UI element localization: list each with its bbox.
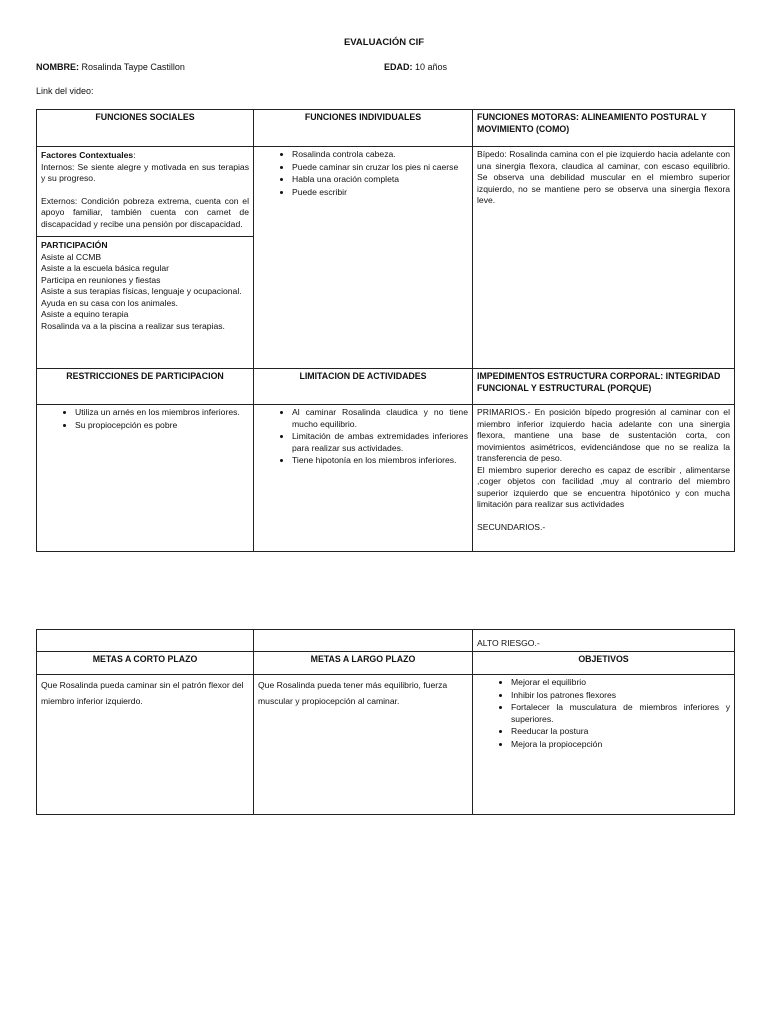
limitacion-list bbox=[270, 407, 468, 467]
header-funciones-sociales: FUNCIONES SOCIALES bbox=[37, 110, 254, 147]
cell-metas-corto: Que Rosalinda pueda caminar sin el patrón flexor del miembro inferior izquierdo. bbox=[37, 675, 254, 815]
cell-metas-largo: Que Rosalinda pueda tener más equilibrio, fuerza muscular y propiocepción al caminar. bbox=[254, 675, 473, 815]
header-objetivos: OBJETIVOS bbox=[473, 652, 735, 675]
internos-text: Internos: Se siente alegre y motivada en sus terapias y su progreso. bbox=[41, 161, 249, 183]
header-restricciones: RESTRICCIONES DE PARTICIPACION bbox=[37, 369, 254, 405]
list-item: • Habla una oración completa bbox=[292, 174, 468, 186]
goals-table bbox=[36, 629, 735, 815]
list-item: • Su propiocepción es pobre bbox=[75, 420, 249, 432]
document-title: EVALUACIÓN CIF bbox=[343, 37, 425, 48]
list-item: • Puede caminar sin cruzar los pies ni caerse bbox=[292, 162, 468, 174]
header-limitacion: LIMITACION DE ACTIVIDADES bbox=[254, 369, 473, 405]
empty-cell bbox=[254, 630, 473, 652]
list-item: • Al caminar Rosalinda claudica y no tiene mucho equilibrio. bbox=[292, 407, 468, 430]
goals-content-row bbox=[37, 675, 735, 815]
cell-funciones-individuales bbox=[254, 147, 473, 369]
restricciones-list bbox=[53, 407, 249, 431]
list-item: • Limitación de ambas extremidades inferiores para realizar sus actividades. bbox=[292, 431, 468, 454]
cell-restricciones bbox=[37, 405, 254, 552]
participacion-item: Asiste a la escuela básica regular bbox=[41, 263, 170, 273]
alto-riesgo-row bbox=[37, 630, 735, 652]
cell-objetivos bbox=[473, 675, 735, 815]
impedimentos-superior: El miembro superior derecho es capaz de escribir , alimentarse ,coger objetos con facilidad ,muy al contrario del miembro superior izquierdo que se encuentra hipotónico y con mucha limitación para realizar sus actividades bbox=[477, 464, 730, 509]
header-metas-largo: METAS A LARGO PLAZO bbox=[254, 652, 473, 675]
participacion-item: Asiste al CCMB bbox=[41, 251, 102, 262]
header-metas-corto: METAS A CORTO PLAZO bbox=[37, 652, 254, 675]
list-item: • Mejorar el equilibrio bbox=[511, 677, 730, 689]
list-item: • Mejora la propiocepción bbox=[511, 739, 730, 751]
externos-text: Externos: Condición pobreza extrema, cuenta con el apoyo familiar, también cuenta con carnet de discapacidad y recibe una pensión por discapacidad. bbox=[41, 195, 249, 229]
header-impedimentos: IMPEDIMENTOS ESTRUCTURA CORPORAL: INTEGRIDAD FUNCIONAL Y ESTRUCTURAL (PORQUE) bbox=[473, 369, 735, 405]
list-item: • Tiene hipotonía en los miembros inferiores. bbox=[292, 455, 468, 467]
factores-colon: : bbox=[133, 150, 136, 160]
cell-impedimentos bbox=[473, 405, 735, 552]
participacion-item: Asiste a equino terapia bbox=[41, 309, 129, 319]
header-funciones-motoras: FUNCIONES MOTORAS: ALINEAMIENTO POSTURAL Y MOVIMIENTO (COMO) bbox=[473, 110, 735, 147]
alto-riesgo-text: ALTO RIESGO.- bbox=[473, 630, 735, 652]
participacion-label: PARTICIPACIÓN bbox=[41, 240, 108, 250]
evaluation-table bbox=[36, 109, 735, 552]
participacion-item: Participa en reuniones y fiestas bbox=[41, 274, 161, 285]
participacion-item: Asiste a sus terapias físicas, lenguaje y ocupacional. bbox=[41, 286, 242, 296]
impedimentos-secundarios: SECUNDARIOS.- bbox=[477, 521, 546, 532]
participacion-item: Ayuda en su casa con los animales. bbox=[41, 297, 178, 308]
header-row-2 bbox=[37, 369, 735, 405]
link-label: Link del video: bbox=[36, 86, 94, 96]
list-item: • Utiliza un arnés en los miembros inferiores. bbox=[75, 407, 249, 419]
list-item: • Inhibir los patrones flexores bbox=[511, 690, 730, 702]
factores-label: Factores Contextuales bbox=[41, 150, 134, 160]
edad-value: 10 años bbox=[415, 62, 448, 72]
list-item: • Reeducar la postura bbox=[511, 726, 730, 738]
goals-header-row bbox=[37, 652, 735, 675]
participacion-section bbox=[37, 236, 253, 332]
list-item: • Rosalinda controla cabeza. bbox=[292, 149, 468, 161]
impedimentos-primarios: PRIMARIOS.- En posición bípedo progresión al caminar con el miembro inferior izquierdo hacia adelante con una sinergia flexora, mantiene una base de sustentación corta, con movimientos asimétricos, evidenciándose que no se realiza la transferencia de peso. bbox=[477, 407, 730, 463]
empty-cell bbox=[37, 630, 254, 652]
list-item: • Puede escribir bbox=[292, 187, 468, 199]
cell-limitacion bbox=[254, 405, 473, 552]
cell-funciones-motoras: Bípedo: Rosalinda camina con el pie izquierdo hacia adelante con una sinergia flexora, claudica al caminar, con escaso equilibrio. Se observa una debilidad muscular en el miembro superior izquierdo, no se mantiene pero se observa una sinergia flexora leve. bbox=[473, 147, 735, 369]
nombre-value: Rosalinda Taype Castillon bbox=[81, 62, 185, 72]
individuales-list bbox=[270, 149, 468, 198]
nombre-row bbox=[36, 62, 185, 74]
nombre-label: NOMBRE: bbox=[36, 62, 79, 72]
header-row-1 bbox=[37, 110, 735, 147]
content-row-2 bbox=[37, 405, 735, 552]
content-row-1 bbox=[37, 147, 735, 369]
edad-label: EDAD: bbox=[384, 62, 413, 72]
header-funciones-individuales: FUNCIONES INDIVIDUALES bbox=[254, 110, 473, 147]
edad-row bbox=[384, 62, 447, 74]
participacion-item: Rosalinda va a la piscina a realizar sus terapias. bbox=[41, 320, 225, 331]
objetivos-list bbox=[489, 677, 730, 750]
cell-funciones-sociales bbox=[37, 147, 254, 369]
list-item: • Fortalecer la musculatura de miembros inferiores y superiores. bbox=[511, 702, 730, 725]
